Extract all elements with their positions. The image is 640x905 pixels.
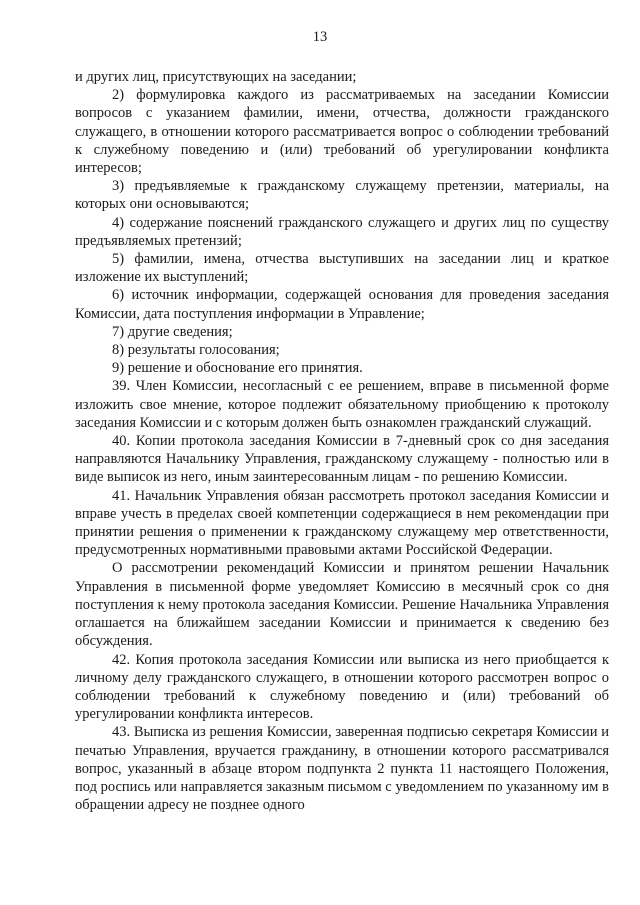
- clause-40: 40. Копии протокола заседания Комиссии в 7-дневный срок со дня заседания направляются Начальнику Управления, гражданскому служащему - полностью или в виде выписок из него, иным заинтересованным лицам - по решению Комиссии.: [75, 433, 609, 486]
- list-item-4: 4) содержание пояснений гражданского служащего и других лиц по существу предъявляемых претензий;: [75, 214, 609, 249]
- page-number: 13: [312, 29, 328, 45]
- list-item-3: 3) предъявляемые к гражданскому служащему претензии, материалы, на которых они основываются;: [75, 178, 609, 213]
- list-item-2: 2) формулировка каждого из рассматриваемых на заседании Комиссии вопросов с указанием фамилии, имени, отчества, должности гражданского служащего, в отношении которого рассматривается вопрос о соблюдении требований к служебному поведению и (или) требований об урегулировании конфликта интересов;: [75, 87, 609, 177]
- clause-41-continued: О рассмотрении рекомендаций Комиссии и принятом решении Начальник Управления в письменной форме уведомляет Комиссию в месячный срок со дня поступления к нему протокола заседания Комиссии. Решение Начальника Управления оглашается на ближайшем заседании Комиссии и принимается к сведению без обсуждения.: [75, 560, 609, 650]
- document-body: [75, 68, 609, 814]
- clause-41: 41. Начальник Управления обязан рассмотреть протокол заседания Комиссии и вправе учесть в пределах своей компетенции содержащиеся в нем рекомендации при принятии решения о применении к гражданскому служащему мер ответственности, предусмотренных нормативными правовыми актами Российской Федерации.: [75, 487, 609, 559]
- list-item-8: 8) результаты голосования;: [112, 342, 280, 359]
- paragraph-continuation: и других лиц, присутствующих на заседании;: [75, 69, 357, 85]
- list-item-9: 9) решение и обоснование его принятия.: [112, 360, 363, 377]
- clause-43: 43. Выписка из решения Комиссии, заверенная подписью секретаря Комиссии и печатью Управления, вручается гражданину, в отношении которого рассматривался вопрос, указанный в абзаце втором подпункта 2 пункта 11 настоящего Положения, под роспись или направляется заказным письмом с уведомлением по указанному им в обращении адресу не позднее одного: [75, 724, 609, 814]
- list-item-6: 6) источник информации, содержащей основания для проведения заседания Комиссии, дата поступления информации в Управление;: [75, 287, 609, 322]
- clause-39: 39. Член Комиссии, несогласный с ее решением, вправе в письменной форме изложить свое мнение, которое подлежит обязательному приобщению к протоколу заседания Комиссии и с которым должен быть ознакомлен гражданский служащий.: [75, 378, 609, 431]
- list-item-5: 5) фамилии, имена, отчества выступивших на заседании лиц и краткое изложение их выступлений;: [75, 251, 609, 286]
- list-item-7: 7) другие сведения;: [112, 323, 233, 340]
- clause-42: 42. Копия протокола заседания Комиссии или выписка из него приобщается к личному делу гражданского служащего, в отношении которого рассмотрен вопрос о соблюдении требований к служебному поведению и (или) требований об урегулировании конфликта интересов.: [75, 651, 609, 723]
